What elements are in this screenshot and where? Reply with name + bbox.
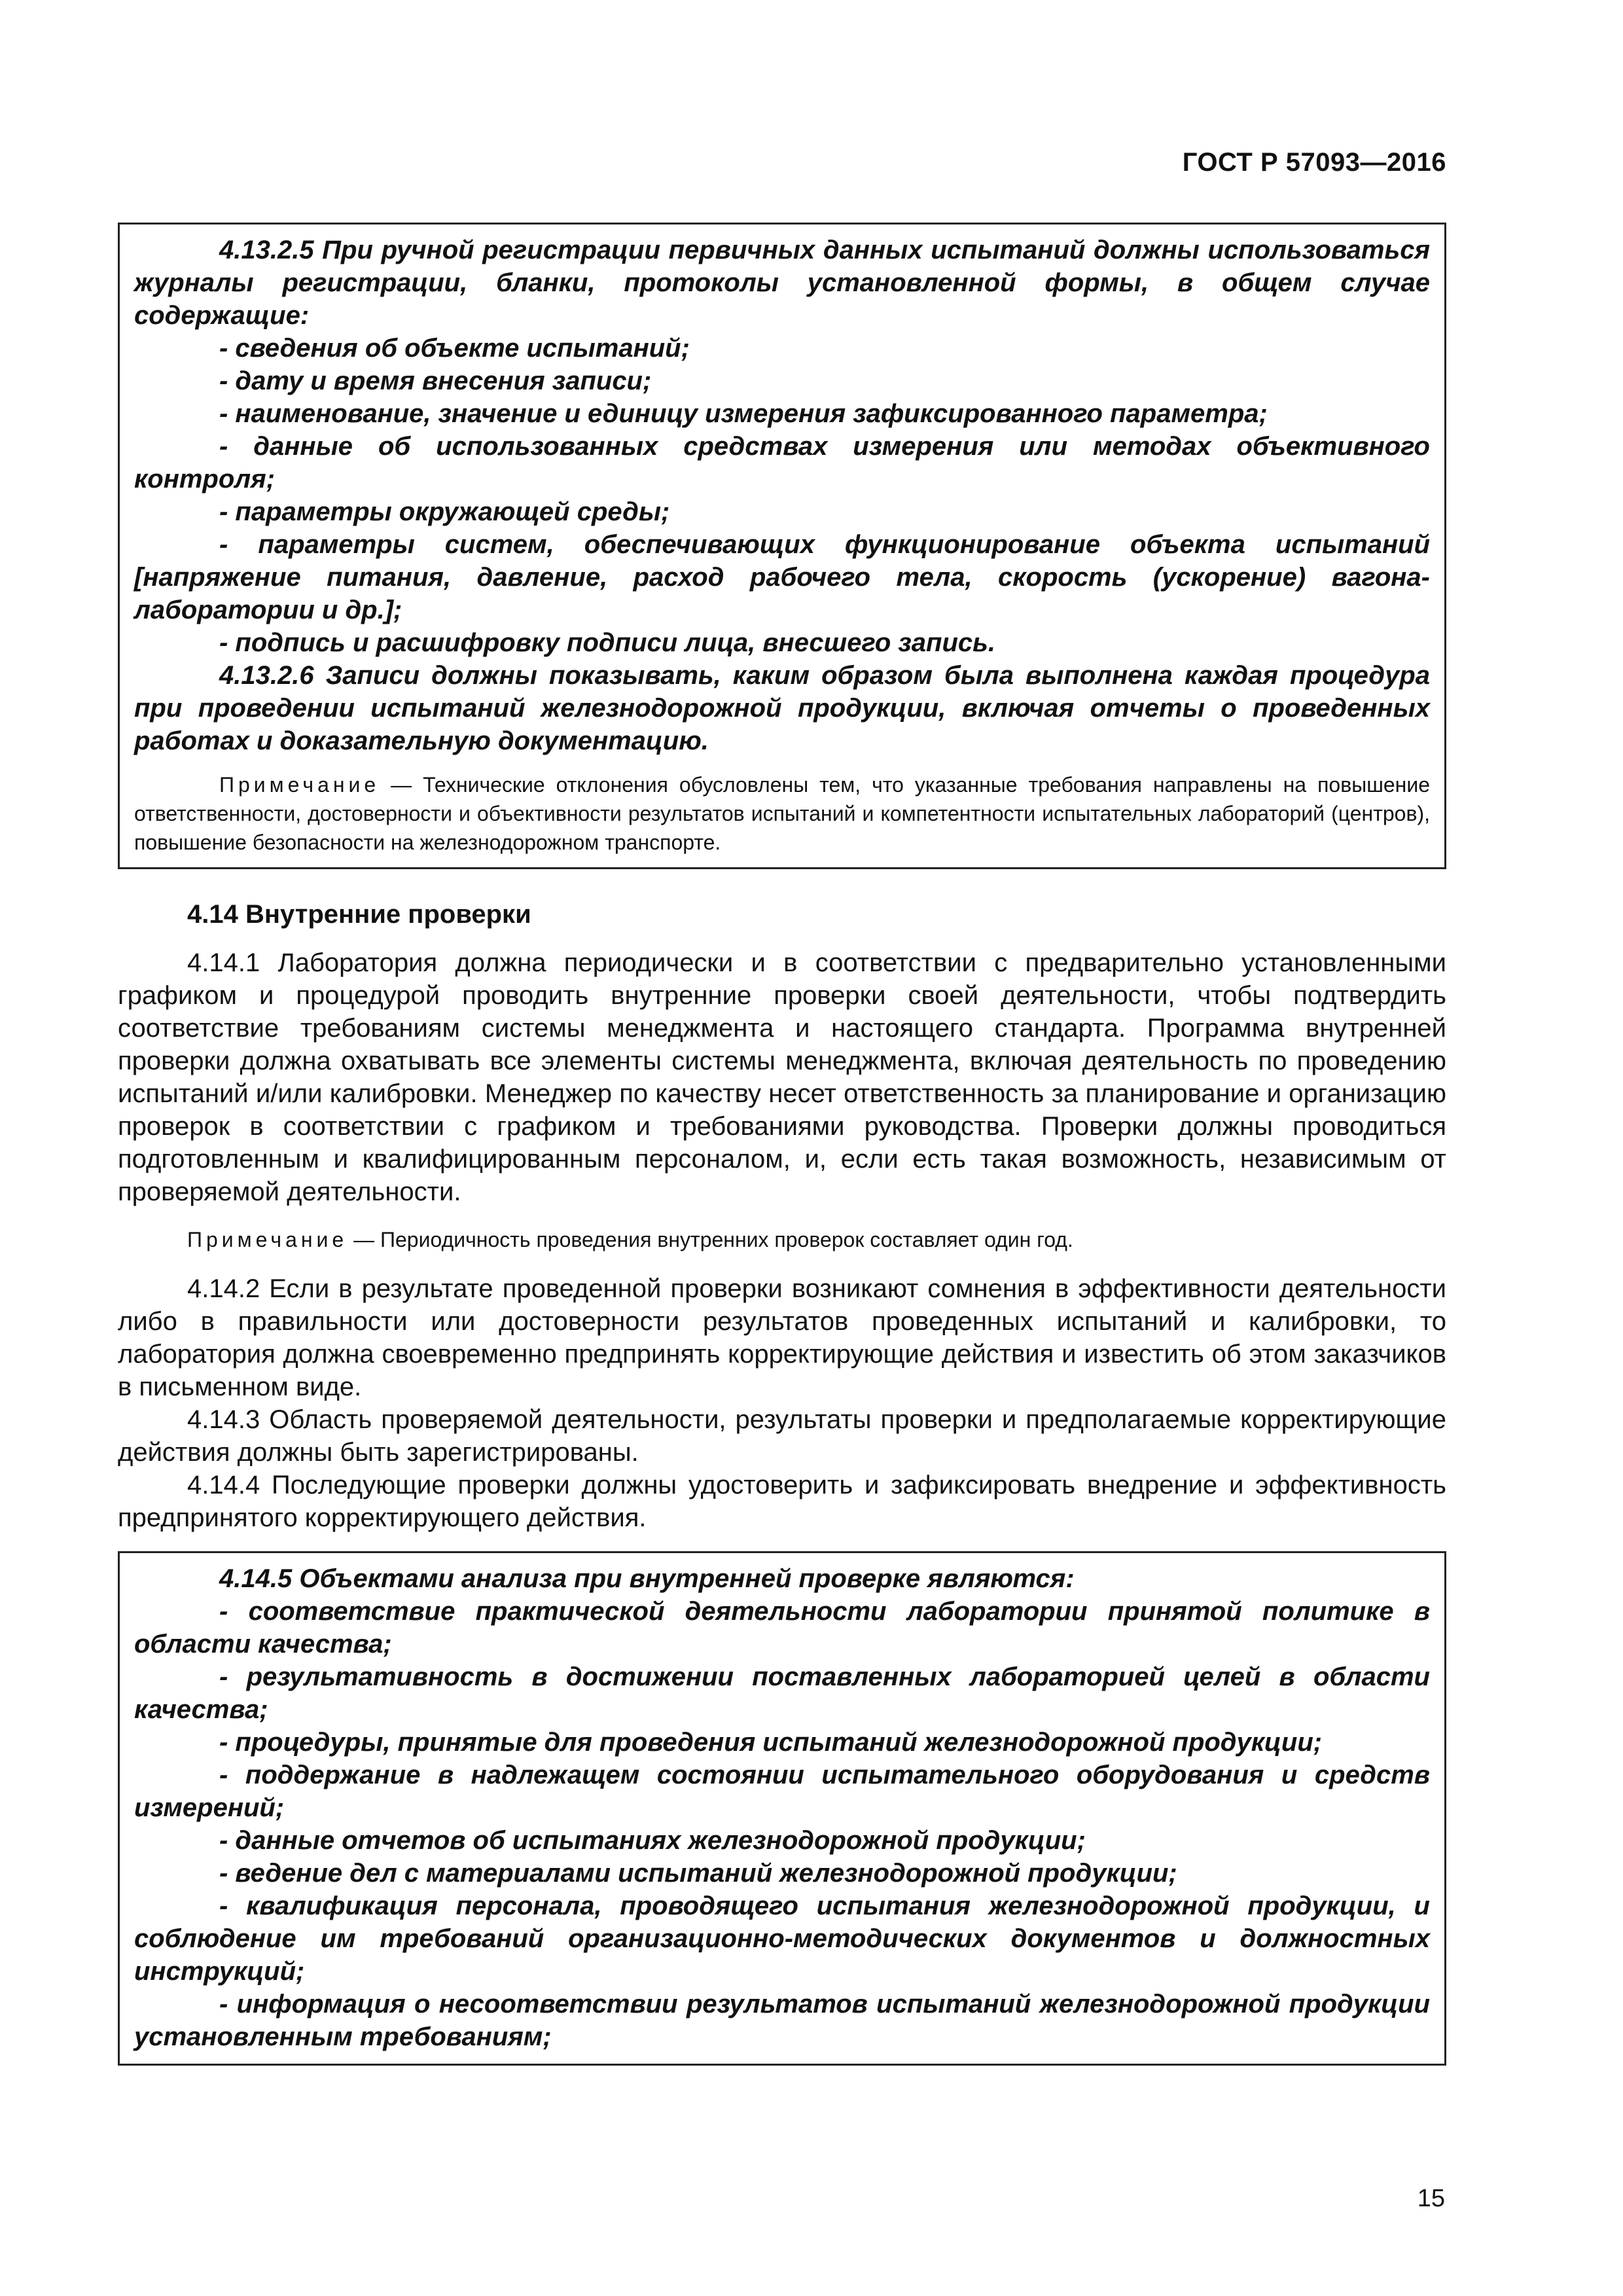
clause-4-14-2: 4.14.2 Если в результате проведенной проверки возникают сомнения в эффективности деятельности либо в правильности или достоверности результатов проведенных испытаний и калибровки, то лаборатория должна своевременно предпринять корректирующие действия и известить об этом заказчиков в письменном виде. [118, 1274, 1446, 1401]
list-item: - подпись и расшифровку подписи лица, внесшего запись. [219, 628, 996, 657]
clause-4-13-2-5: 4.13.2.5 При ручной регистрации первичных данных испытаний должны использоваться журналы регистрации, бланки, протоколы установленной формы, в общем случае содержащие: [134, 236, 1430, 330]
highlighted-box-4-13-2 [118, 223, 1446, 869]
clause-4-14-4: 4.14.4 Последующие проверки должны удостоверить и зафиксировать внедрение и эффективность предпринятого корректирующего действия. [118, 1471, 1446, 1532]
clause-4-13-2-6: 4.13.2.6 Записи должны показывать, каким образом была выполнена каждая процедура при проведении испытаний железнодорожной продукции, включая отчеты о проведенных работах и доказательную документацию. [134, 661, 1430, 755]
document-code-header: ГОСТ Р 57093—2016 [1182, 148, 1446, 177]
clause-4-14-5: 4.14.5 Объектами анализа при внутренней проверке являются: [219, 1564, 1075, 1593]
list-item: - квалификация персонала, проводящего испытания железнодорожной продукции, и соблюдение им требований организационно-методических документов и должностных инструкций; [134, 1892, 1430, 1986]
box-note [134, 770, 1430, 857]
note-text: — Периодичность проведения внутренних проверок составляет один год. [348, 1228, 1073, 1251]
list-item: - ведение дел с материалами испытаний железнодорожной продукции; [219, 1859, 1177, 1888]
list-item: - параметры окружающей среды; [219, 497, 670, 526]
note-text: — Технические отклонения обусловлены тем, что указанные требования направлены на повышение ответственности, достоверности и объективности результатов испытаний и компетентности испытательных лабораторий (центров), повышение безопасности на железнодорожном транспорте. [134, 773, 1430, 854]
section-note [118, 1225, 1446, 1254]
clause-4-14-3: 4.14.3 Область проверяемой деятельности, результаты проверки и предполагаемые корректирующие действия должны быть зарегистрированы. [118, 1405, 1446, 1467]
page-content [118, 223, 1446, 2066]
clause-4-14-1: 4.14.1 Лаборатория должна периодически и в соответствии с предварительно установленными графиком и процедурой проводить внутренние проверки своей деятельности, чтобы подтвердить соответствие требованиям системы менеджмента и настоящего стандарта. Программа внутренней проверки должна охватывать все элементы системы менеджмента, включая деятельность по проведению испытаний и/или калибровки. Менеджер по качеству несет ответственность за планирование и организацию проверок в соответствии с графиком и требованиями руководства. Проверки должны проводиться подготовленным и квалифицированным персоналом, и, если есть такая возможность, независимым от проверяемой деятельности. [118, 948, 1446, 1206]
list-item: - сведения об объекте испытаний; [219, 334, 690, 363]
list-item: - процедуры, принятые для проведения испытаний железнодорожной продукции; [219, 1728, 1323, 1757]
list-item: - наименование, значение и единицу измерения зафиксированного параметра; [219, 399, 1268, 428]
list-item: - соответствие практической деятельности лаборатории принятой политике в области качества; [134, 1597, 1430, 1659]
list-item: - информация о несоответствии результатов испытаний железнодорожной продукции установленным требованиям; [134, 1990, 1430, 2051]
list-item: - параметры систем, обеспечивающих функционирование объекта испытаний [напряжение питания, давление, расход рабочего тела, скорость (ускорение) вагона-лаборатории и др.]; [134, 530, 1430, 624]
page-number: 15 [1417, 2185, 1445, 2212]
list-item: - результативность в достижении поставленных лабораторией целей в области качества; [134, 1662, 1430, 1724]
list-item: - поддержание в надлежащем состоянии испытательного оборудования и средств измерений; [134, 1761, 1430, 1822]
list-item: - данные отчетов об испытаниях железнодорожной продукции; [219, 1826, 1086, 1855]
note-label: Примечание [187, 1228, 348, 1251]
section-title-4-14: 4.14 Внутренние проверки [187, 900, 531, 929]
list-item: - данные об использованных средствах измерения или методах объективного контроля; [134, 432, 1430, 493]
list-item: - дату и время внесения записи; [219, 367, 652, 395]
note-label: Примечание [219, 773, 380, 797]
highlighted-box-4-14-5 [118, 1551, 1446, 2066]
